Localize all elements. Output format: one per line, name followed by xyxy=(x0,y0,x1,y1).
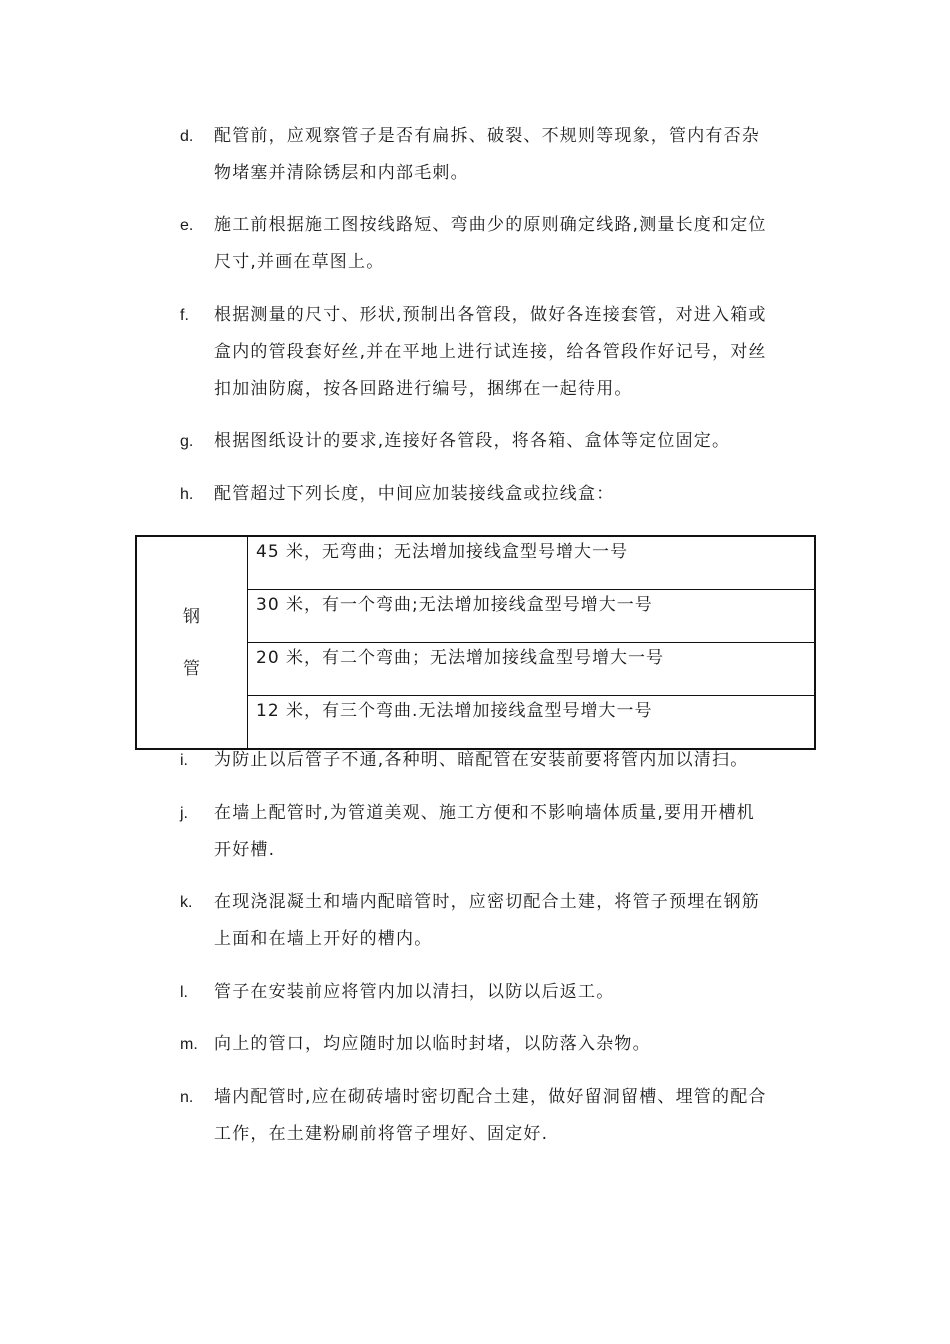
text-line: 管子在安装前应将管内加以清扫，以防以后返工。 xyxy=(214,982,615,1002)
list-item-text xyxy=(214,118,805,192)
text-line: 配管前，应观察管子是否有扁拆、破裂、不规则等现象，管内有否杂 xyxy=(214,126,760,146)
list-item-g xyxy=(180,423,805,460)
list-item-k xyxy=(180,884,805,958)
list-item-h xyxy=(180,476,805,513)
table-cell: 20 米，有二个弯曲；无法增加接线盒型号增大一号 xyxy=(248,643,816,696)
pipe-type-char: 管 xyxy=(183,658,201,679)
text-line: 墙内配管时,应在砌砖墙时密切配合土建，做好留洞留槽、埋管的配合 xyxy=(214,1087,767,1107)
pipe-type-char: 钢 xyxy=(183,606,201,627)
text-line: 工作，在土建粉刷前将管子埋好、固定好. xyxy=(214,1124,549,1144)
list-item-text xyxy=(214,742,805,779)
text-line: 在现浇混凝土和墙内配暗管时，应密切配合土建，将管子预埋在钢筋 xyxy=(214,892,760,912)
text-line: 上面和在墙上开好的槽内。 xyxy=(214,929,433,949)
pipe-length-table xyxy=(135,535,816,750)
list-marker: d. xyxy=(180,128,194,145)
list-marker: e. xyxy=(180,217,194,234)
text-line: 向上的管口，均应随时加以临时封堵，以防落入杂物。 xyxy=(214,1034,651,1054)
list-marker: j. xyxy=(180,805,188,822)
text-line: 配管超过下列长度，中间应加装接线盒或拉线盒： xyxy=(214,484,615,504)
text-line: 根据测量的尺寸、形状,预制出各管段，做好各连接套管，对进入箱或 xyxy=(214,305,767,325)
text-line: 尺寸,并画在草图上。 xyxy=(214,252,385,272)
text-line: 在墙上配管时,为管道美观、施工方便和不影响墙体质量,要用开槽机 xyxy=(214,803,756,823)
list-item-i xyxy=(180,742,805,779)
list-item-j xyxy=(180,795,805,869)
table-row xyxy=(136,536,815,590)
text-line: 为防止以后管子不通,各种明、暗配管在安装前要将管内加以清扫。 xyxy=(214,750,749,770)
list-item-text xyxy=(214,476,805,513)
text-line: 开好槽. xyxy=(214,840,276,860)
list-marker: f. xyxy=(180,307,189,324)
table-cell: 45 米，无弯曲；无法增加接线盒型号增大一号 xyxy=(248,536,816,590)
list-marker: n. xyxy=(180,1089,194,1106)
list-item-e xyxy=(180,207,805,281)
list-item-m xyxy=(180,1026,805,1063)
table-cell: 30 米，有一个弯曲;无法增加接线盒型号增大一号 xyxy=(248,590,816,643)
list-item-d xyxy=(180,118,805,192)
list-item-text xyxy=(214,1079,805,1153)
text-line: 盒内的管段套好丝,并在平地上进行试连接，给各管段作好记号，对丝 xyxy=(214,342,767,362)
list-item-text xyxy=(214,297,805,408)
list-item-n xyxy=(180,1079,805,1153)
text-line: 物堵塞并清除锈层和内部毛刺。 xyxy=(214,163,469,183)
text-line: 根据图纸设计的要求,连接好各管段，将各箱、盒体等定位固定。 xyxy=(214,431,731,451)
list-item-l xyxy=(180,974,805,1011)
table-cell: 12 米，有三个弯曲.无法增加接线盒型号增大一号 xyxy=(248,696,816,750)
list-marker: h. xyxy=(180,486,194,503)
text-line: 施工前根据施工图按线路短、弯曲少的原则确定线路,测量长度和定位 xyxy=(214,215,767,235)
pipe-type-cell xyxy=(136,536,248,749)
list-item-text xyxy=(214,795,805,869)
list-item-text xyxy=(214,974,805,1011)
list-item-text xyxy=(214,423,805,460)
list-marker: g. xyxy=(180,433,194,450)
list-marker: k. xyxy=(180,894,193,911)
list-item-text xyxy=(214,1026,805,1063)
list-marker: i. xyxy=(180,752,188,769)
list-item-text xyxy=(214,207,805,281)
list-item-f xyxy=(180,297,805,408)
list-marker: l. xyxy=(180,984,188,1001)
text-line: 扣加油防腐，按各回路进行编号，捆绑在一起待用。 xyxy=(214,379,633,399)
list-item-text xyxy=(214,884,805,958)
list-marker: m. xyxy=(180,1036,198,1053)
